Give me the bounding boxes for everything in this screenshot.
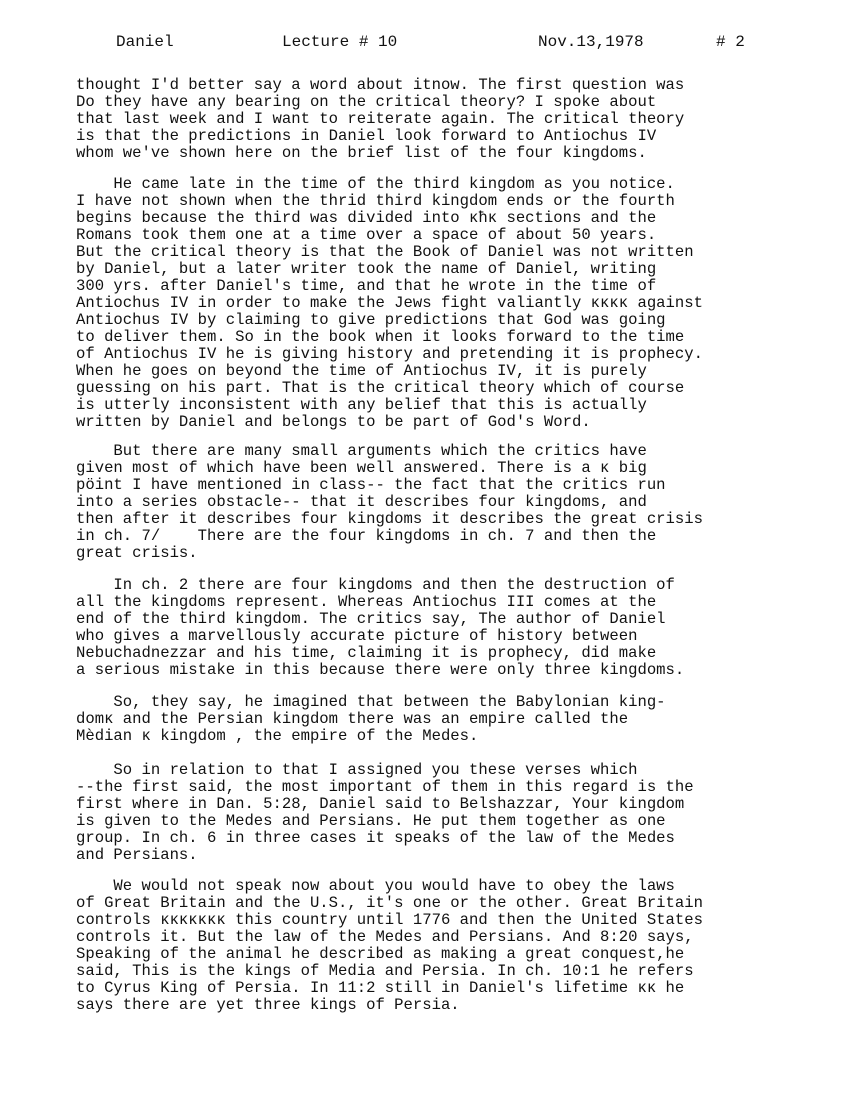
text-line: says there are yet three kings of Persia. xyxy=(76,996,460,1014)
text-line: In ch. 2 there are four kingdoms and then the destruction of xyxy=(76,576,675,594)
text-line: But the critical theory is that the Book of Daniel was not written xyxy=(76,243,694,261)
text-line: by Daniel, but a later writer took the name of Daniel, writing xyxy=(76,260,657,278)
text-line: thought I'd better say a word about itnow. The first question was xyxy=(76,76,685,94)
text-line: is given to the Medes and Persians. He put them together as one xyxy=(76,812,666,830)
text-line: given most of which have been well answered. There is a ĸ big xyxy=(76,459,647,477)
header-page-number: # 2 xyxy=(716,33,745,51)
text-line: whom we've shown here on the brief list of the four kingdoms. xyxy=(76,144,647,162)
text-line: to deliver them. So in the book when it looks forward to the time xyxy=(76,328,685,346)
paragraph-3 xyxy=(76,443,796,562)
text-line: and Persians. xyxy=(76,846,198,864)
text-line: Antiochus IV in order to make the Jews fight valiantly ĸĸĸĸ against xyxy=(76,294,703,312)
paragraph-5 xyxy=(76,694,796,745)
text-line: I have not shown when the thrid third kingdom ends or the fourth xyxy=(76,192,675,210)
paragraph-2 xyxy=(76,176,796,431)
text-line: --the first said, the most important of them in this regard is the xyxy=(76,778,694,796)
text-line: all the kingdoms represent. Whereas Antiochus III comes at the xyxy=(76,593,657,611)
text-line: But there are many small arguments which the critics have xyxy=(76,442,647,460)
text-line: So, they say, he imagined that between the Babylonian king- xyxy=(76,693,666,711)
text-line: of Antiochus IV he is giving history and pretending it is prophecy. xyxy=(76,345,703,363)
text-line: that last week and I want to reiterate again. The critical theory xyxy=(76,110,685,128)
text-line: He came late in the time of the third kingdom as you notice. xyxy=(76,175,675,193)
text-line: of Great Britain and the U.S., it's one or the other. Great Britain xyxy=(76,894,703,912)
text-line: Do they have any bearing on the critical theory? I spoke about xyxy=(76,93,657,111)
text-line: Nebuchadnezzar and his time, claiming it is prophecy, did make xyxy=(76,644,657,662)
text-line: Mèdian ĸ kingdom , the empire of the Medes. xyxy=(76,727,479,745)
text-line: pöint I have mentioned in class-- the fact that the critics run xyxy=(76,476,666,494)
text-line: written by Daniel and belongs to be part of God's Word. xyxy=(76,413,591,431)
text-line: is that the predictions in Daniel look forward to Antiochus IV xyxy=(76,127,657,145)
paragraph-1 xyxy=(76,77,796,162)
text-line: We would not speak now about you would have to obey the laws xyxy=(76,877,675,895)
text-line: Speaking of the animal he described as making a great conquest,he xyxy=(76,945,685,963)
text-line: a serious mistake in this because there were only three kingdoms. xyxy=(76,661,685,679)
header-date: Nov.13,1978 xyxy=(538,33,644,51)
text-line: into a series obstacle-- that it describes four kingdoms, and xyxy=(76,493,647,511)
paragraph-4 xyxy=(76,577,796,679)
text-line: guessing on his part. That is the critical theory which of course xyxy=(76,379,685,397)
text-line: to Cyrus King of Persia. In 11:2 still in Daniel's lifetime ĸĸ he xyxy=(76,979,685,997)
text-line: 300 yrs. after Daniel's time, and that he wrote in the time of xyxy=(76,277,657,295)
text-line: When he goes on beyond the time of Antiochus IV, it is purely xyxy=(76,362,647,380)
text-line: Romans took them one at a time over a space of about 50 years. xyxy=(76,226,657,244)
paragraph-6 xyxy=(76,762,796,864)
text-line: begins because the third was divided into ĸħĸ sections and the xyxy=(76,209,657,227)
text-line: said, This is the kings of Media and Persia. In ch. 10:1 he refers xyxy=(76,962,694,980)
text-line: controls ĸĸĸĸĸĸĸ this country until 1776 and then the United States xyxy=(76,911,703,929)
header-lecture: Lecture # 10 xyxy=(282,33,398,51)
text-line: Antiochus IV by claiming to give predictions that God was going xyxy=(76,311,666,329)
text-line: is utterly inconsistent with any belief that this is actually xyxy=(76,396,647,414)
text-line: then after it describes four kingdoms it describes the great crisis xyxy=(76,510,703,528)
text-line: end of the third kingdom. The critics say, The author of Daniel xyxy=(76,610,666,628)
text-line: group. In ch. 6 in three cases it speaks of the law of the Medes xyxy=(76,829,675,847)
text-line: great crisis. xyxy=(76,544,198,562)
text-line: So in relation to that I assigned you these verses which xyxy=(76,761,638,779)
header-title: Daniel xyxy=(116,33,174,51)
text-line: domĸ and the Persian kingdom there was an empire called the xyxy=(76,710,629,728)
text-line: who gives a marvellously accurate picture of history between xyxy=(76,627,638,645)
text-line: first where in Dan. 5:28, Daniel said to Belshazzar, Your kingdom xyxy=(76,795,685,813)
text-line: controls it. But the law of the Medes and Persians. And 8:20 says, xyxy=(76,928,694,946)
text-line: in ch. 7/ There are the four kingdoms in ch. 7 and then the xyxy=(76,527,657,545)
paragraph-7 xyxy=(76,878,796,1014)
